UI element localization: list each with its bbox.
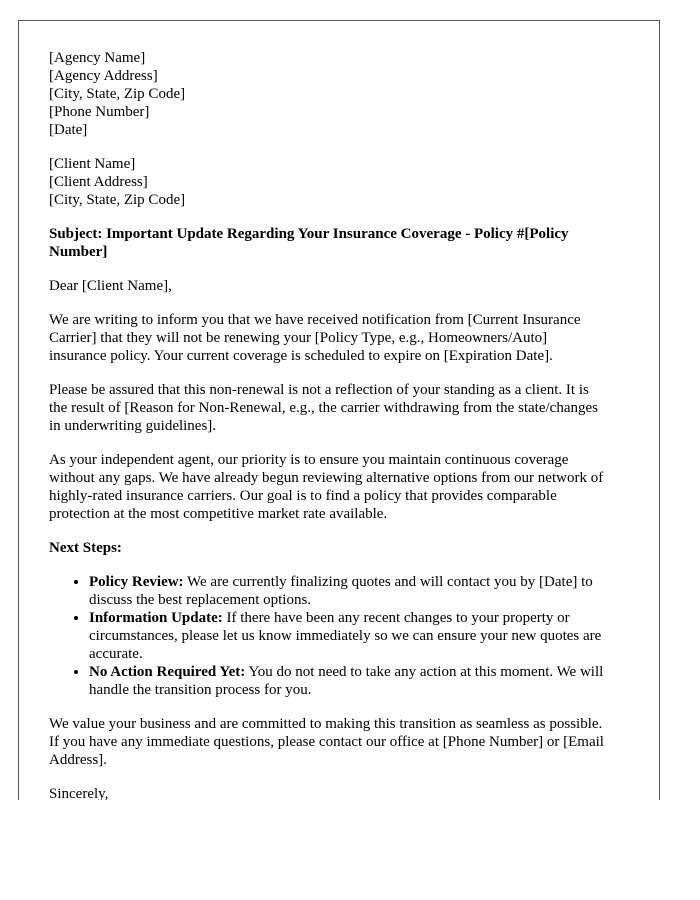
body-paragraph-3: As your independent agent, our priority is to ensure you maintain continuous coverage without any gaps. We have already begun reviewing alternative options from our network of highly-rated insurance carriers. Our goal is to find a policy that provides comparable protection at the most competitive market rate available. [49, 452, 604, 522]
letter-page [18, 20, 660, 800]
list-item-text: You do not need to take any action at this moment. We will handle the transition process for you. [89, 664, 604, 698]
list-item [89, 573, 604, 609]
agency-phone: [Phone Number] [49, 104, 150, 120]
client-name: [Client Name] [49, 156, 136, 172]
signoff: Sincerely, [49, 786, 109, 800]
client-address: [Client Address] [49, 174, 148, 190]
agency-address: [Agency Address] [49, 68, 158, 84]
list-item-label: No Action Required Yet: [89, 664, 246, 680]
list-item-label: Information Update: [89, 610, 223, 626]
list-item [89, 663, 604, 699]
closing-paragraph: We value your business and are committed to making this transition as seamless as possible. If you have any immediate questions, please contact our office at [Phone Number] or [Email Address]. [49, 716, 604, 768]
client-block [49, 155, 604, 209]
body-paragraph-1: We are writing to inform you that we have received notification from [Current Insurance Carrier] that they will not be renewing your [Policy Type, e.g., Homeowners/Auto] insurance policy. Your current coverage is scheduled to expire on [Expiration Date]. [49, 312, 581, 364]
agency-city-state-zip: [City, State, Zip Code] [49, 86, 186, 102]
next-steps-list [49, 573, 604, 699]
salutation: Dear [Client Name], [49, 278, 172, 294]
body-paragraph-2: Please be assured that this non-renewal is not a reflection of your standing as a client. It is the result of [Reason for Non-Renewal, e.g., the carrier withdrawing from the state/changes in underwriting guidelines]. [49, 382, 598, 434]
list-item-text: We are currently finalizing quotes and will contact you by [Date] to discuss the best replacement options. [89, 574, 593, 608]
next-steps-heading: Next Steps: [49, 540, 122, 556]
client-city-state-zip: [City, State, Zip Code] [49, 192, 186, 208]
letter-content [49, 49, 604, 800]
list-item-text: If there have been any recent changes to your property or circumstances, please let us know immediately so we can ensure your new quotes are accurate. [89, 610, 602, 662]
agency-block [49, 49, 604, 139]
list-item [89, 609, 604, 663]
list-item-label: Policy Review: [89, 574, 184, 590]
agency-name: [Agency Name] [49, 50, 146, 66]
letter-date: [Date] [49, 122, 88, 138]
subject-line: Subject: Important Update Regarding Your Insurance Coverage - Policy #[Policy Number] [49, 226, 569, 260]
